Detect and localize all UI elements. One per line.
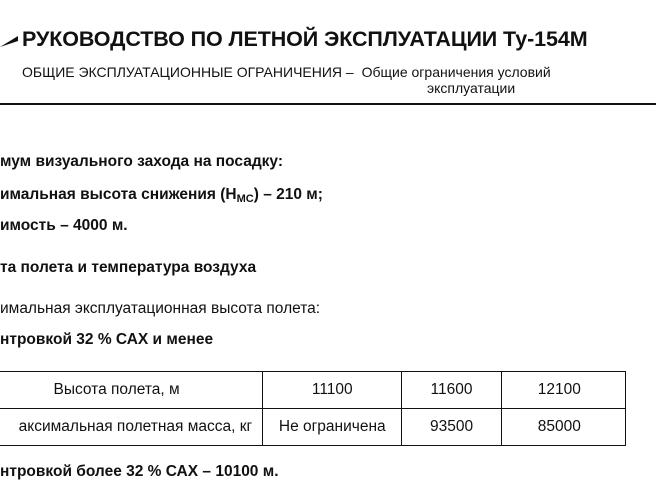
cg-32-line: нтровкой 32 % САХ и менее [0, 331, 214, 348]
table-cell: аксимальная полетная масса, кг [0, 409, 263, 446]
table-cell: Высота полета, м [0, 372, 263, 409]
table-cell: 12100 [501, 372, 625, 409]
arrow-pointer-icon [0, 34, 20, 48]
descent-height-text: имальная высота снижения (H [0, 186, 237, 203]
descent-height-subscript: МС [236, 193, 254, 205]
descent-height-value: ) – 210 м; [253, 186, 323, 203]
table-row [0, 372, 626, 409]
limits-table [0, 371, 626, 446]
page-title: РУКОВОДСТВО ПО ЛЕТНОЙ ЭКСПЛУАТАЦИИ Ту-154М [22, 27, 588, 51]
section-title [22, 64, 551, 80]
table-cell: 93500 [402, 409, 501, 446]
descent-height-line [0, 186, 323, 205]
subsection-label-line2: эксплуатации [427, 80, 516, 96]
altitude-temp-heading: та полета и температура воздуха [0, 259, 257, 276]
cg-more-32-line: нтровкой более 32 % САХ – 10100 м. [0, 463, 279, 480]
table-cell: Не ограничена [263, 409, 402, 446]
minimum-heading: мум визуального захода на посадку: [0, 153, 283, 170]
section-label: ОБЩИЕ ЭКСПЛУАТАЦИОННЫЕ ОГРАНИЧЕНИЯ – [22, 64, 354, 80]
table-cell: 85000 [501, 409, 625, 446]
table-row [0, 409, 626, 446]
header-divider [0, 103, 656, 105]
table-cell: 11600 [402, 372, 501, 409]
subsection-label-line1: Общие ограничения условий [361, 64, 551, 80]
max-altitude-line: имальная эксплуатационная высота полета: [0, 300, 321, 317]
table-cell: 11100 [263, 372, 402, 409]
visibility-line: имость – 4000 м. [0, 217, 128, 234]
